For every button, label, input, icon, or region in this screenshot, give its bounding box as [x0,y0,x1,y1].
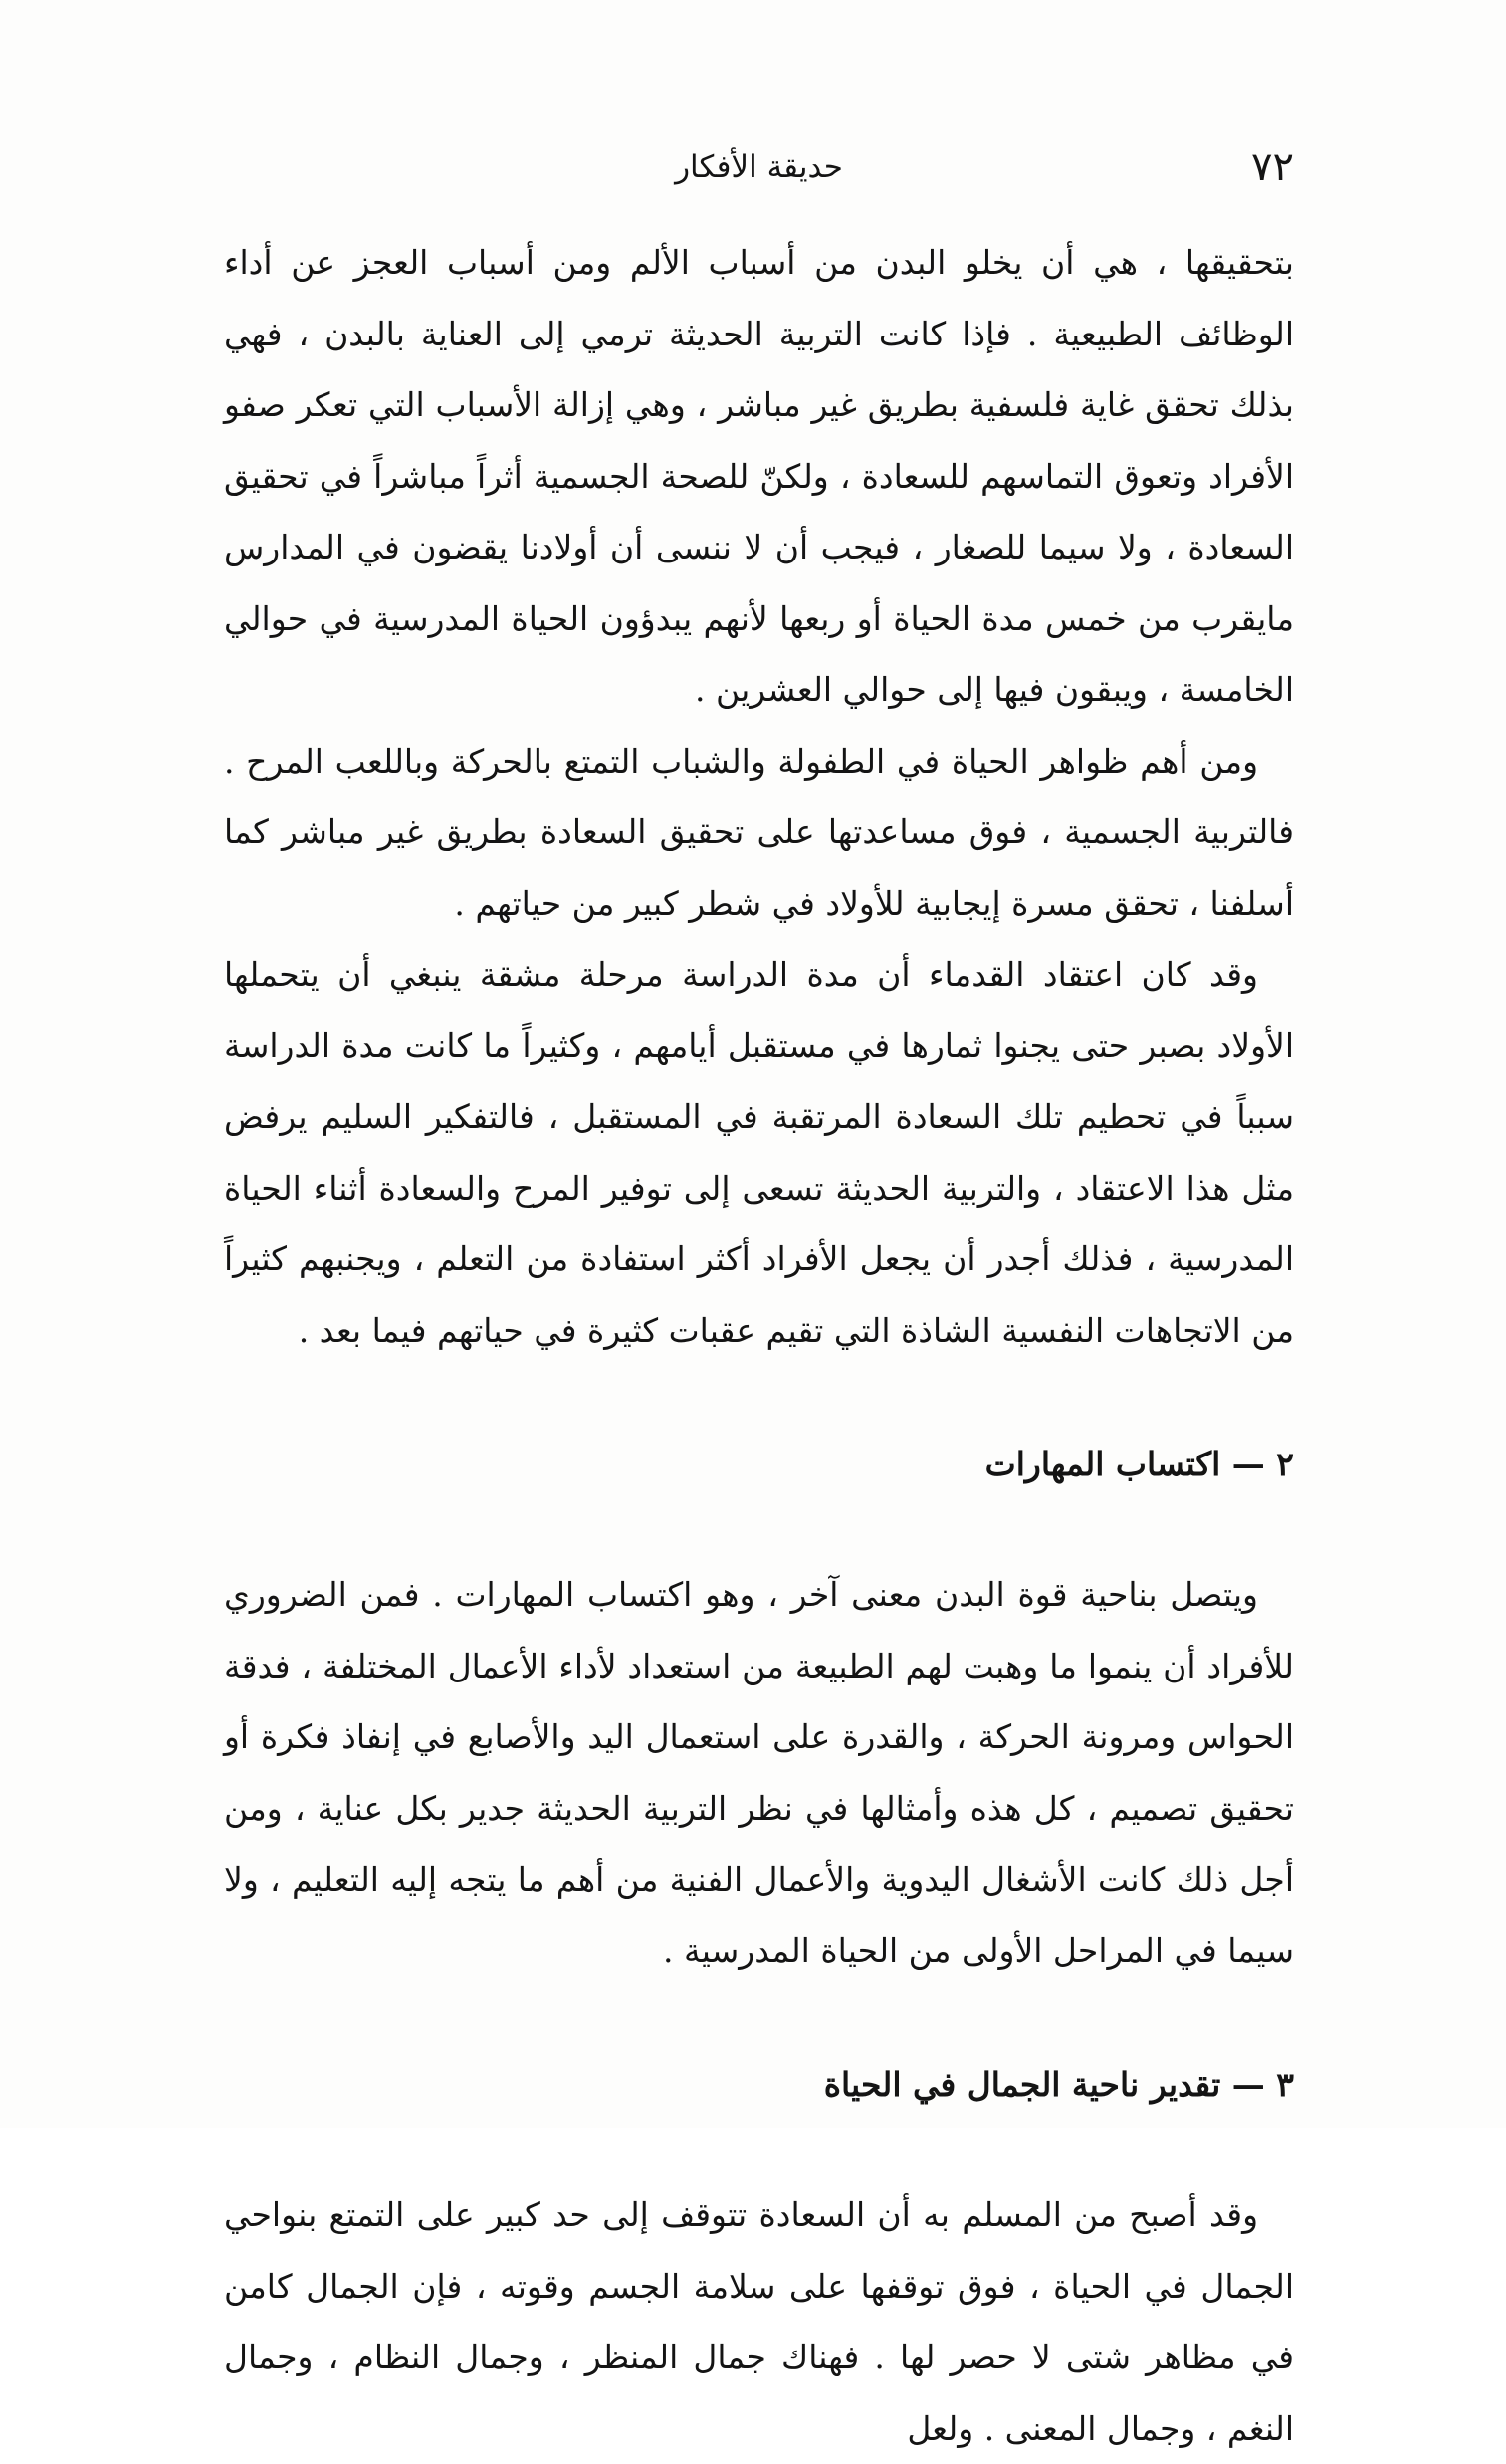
paragraph-play-movement: ومن أهم ظواهر الحياة في الطفولة والشباب التمتع بالحركة وباللعب المرح . فالتربية الجسمية ، فوق مساعدتها على تحقيق السعادة بطريق غير مباشر كما أسلفنا ، تحقق مسرة إيجابية للأولاد في شطر كبير من حياتهم . [224,741,1294,923]
section-gap [224,2122,1294,2179]
section-gap [224,1986,1294,2048]
running-title: حديقة الأفكار [675,149,843,185]
section-gap [224,1366,1294,1428]
section-heading-skills: ٢ — اكتساب المهارات [984,1445,1294,1483]
page-header [224,137,1294,197]
paragraph-skills: ويتصل بناحية قوة البدن معنى آخر ، وهو اكتساب المهارات . فمن الضروري للأفراد أن ينموا ما وهبت لهم الطبيعة من استعداد لأداء الأعمال المختلفة ، فدقة الحواس ومرونة الحركة ، والقدرة على استعمال اليد والأصابع في إنفاذ فكرة أو تحقيق تصميم ، كل هذه وأمثالها في نظر التربية الحديثة جدير بكل عناية ، ومن أجل ذلك كانت الأشغال اليدوية والأعمال الفنية من أهم ما يتجه إليه التعليم ، ولا سيما في المراحل الأولى من الحياة المدرسية . [224,1575,1294,1970]
paragraph-health-happiness: بتحقيقها ، هي أن يخلو البدن من أسباب الألم ومن أسباب العجز عن أداء الوظائف الطبيعية . فإذا كانت التربية الحديثة ترمي إلى العناية بالبدن ، فهي بذلك تحقق غاية فلسفية بطريق غير مباشر ، وهي إزالة الأسباب التي تعكر صفو الأفراد وتعوق التماسهم للسعادة ، ولكنّ للصحة الجسمية أثراً مباشراً في تحقيق السعادة ، ولا سيما للصغار ، فيجب أن لا ننسى أن أولادنا يقضون في المدارس مايقرب من خمس مدة الحياة أو ربعها لأنهم يبدؤون الحياة المدرسية في حوالي الخامسة ، ويبقون فيها إلى حوالي العشرين . [224,243,1294,709]
section-heading-beauty: ٣ — تقدير ناحية الجمال في الحياة [823,2065,1294,2104]
section-gap [224,1501,1294,1559]
paragraph-ancient-belief: وقد كان اعتقاد القدماء أن مدة الدراسة مرحلة مشقة ينبغي أن يتحملها الأولاد بصبر حتى يجنوا ثمارها في مستقبل أيامهم ، وكثيراً ما كانت مدة الدراسة سبباً في تحطيم تلك السعادة المرتقبة في المستقبل ، فالتفكير السليم يرفض مثل هذا الاعتقاد ، والتربية الحديثة تسعى إلى توفير المرح والسعادة أثناء الحياة المدرسية ، فذلك أجدر أن يجعل الأفراد أكثر استفادة من التعلم ، ويجنبهم كثيراً من الاتجاهات النفسية الشاذة التي تقيم عقبات كثيرة في حياتهم فيما بعد . [224,955,1294,1350]
paragraph-beauty: وقد أصبح من المسلم به أن السعادة تتوقف إلى حد كبير على التمتع بنواحي الجمال في الحياة ، فوق توقفها على سلامة الجسم وقوته ، فإن الجمال كامن في مظاهر شتى لا حصر لها . فهناك جمال المنظر ، وجمال النظام ، وجمال النغم ، وجمال المعنى . ولعل [224,2195,1294,2448]
page-number: ٧٢ [1251,144,1294,190]
